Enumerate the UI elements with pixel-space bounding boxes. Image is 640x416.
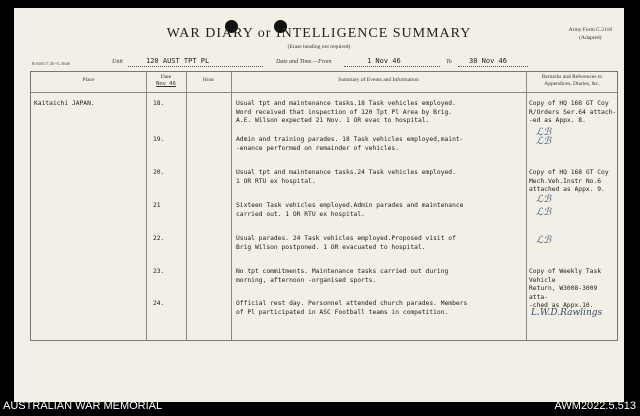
row-summary: Official rest day. Personnel attended church parades. Members of Pl participated in ASC Football teams in competition. xyxy=(236,300,468,316)
row-date: 19. xyxy=(153,136,165,143)
row-date: 22. xyxy=(153,235,165,242)
row-remarks: Copy of HQ 168 GT Coy Mech.Veh.Instr No.6 attached as Appx. 9. xyxy=(529,169,609,193)
row-summary: Usual tpt and maintenance tasks.18 Task vehicles employed. Word received that inspection of 120 Tpt Pl Area by Brig. A.E. Wilson expected 21 Nov. 1 OR evac to hospital. xyxy=(236,100,456,124)
from-value: 1 Nov 46 xyxy=(367,57,401,65)
page-subtitle: (Erase heading not required) xyxy=(287,44,351,50)
to-value: 30 Nov 46 xyxy=(469,57,507,65)
initials-mark: ℒℬ xyxy=(536,235,552,246)
row-remarks: Copy of HQ 168 GT Coy R/Orders Ser.64 attach- -ed as Appx. 8. xyxy=(529,100,617,124)
officer-signature: L.W.D.Rawlings xyxy=(531,308,603,318)
form-note: (Adapted) xyxy=(579,35,602,42)
row-date: 23. xyxy=(153,268,165,275)
initials-mark: ℒℬ xyxy=(536,194,552,205)
unit-value: 120 AUST TPT PL xyxy=(146,57,210,65)
row-remarks: Copy of Weekly Task Vehicle Return, W3008-3009 atta- -ched as Appx.10. xyxy=(529,268,602,309)
print-code: B.6461/7.45~G.3646 xyxy=(32,61,71,66)
from-underline xyxy=(344,66,440,67)
row-summary: Usual tpt and maintenance tasks.24 Task vehicles employed. 1 OR RTU ex hospital. xyxy=(236,169,456,185)
row-date: 20. xyxy=(153,169,165,176)
column-rule xyxy=(186,72,187,340)
row-place: Kaitaichi JAPAN. xyxy=(34,100,95,107)
page-title: WAR DIARY or INTELLIGENCE SUMMARY xyxy=(166,26,472,41)
initials-mark: ℒℬ xyxy=(536,136,552,147)
header-rule xyxy=(31,92,617,93)
unit-underline xyxy=(128,66,263,67)
archive-credit: AUSTRALIAN WAR MEMORIAL xyxy=(3,400,163,412)
column-header-date xyxy=(146,74,186,88)
diary-table xyxy=(30,71,618,341)
column-header-summary: Summary of Events and Information xyxy=(338,77,419,83)
row-summary: Usual parades. 24 Task vehicles employed.Proposed visit of Brig Wilson postponed. 1 OR evacuated to hospital. xyxy=(236,235,456,251)
column-rule xyxy=(146,72,147,340)
form-number-text: Army Form C.2118 xyxy=(568,27,612,33)
column-header-date-label: Date xyxy=(160,74,172,80)
initials-mark: ℒℬ xyxy=(536,127,552,138)
initials-mark: ℒℬ xyxy=(536,207,552,218)
archive-reference: AWM2022.5.513 xyxy=(554,400,636,412)
to-label: To xyxy=(446,59,452,65)
unit-label: Unit xyxy=(112,59,123,65)
row-date: 18. xyxy=(153,100,165,107)
column-rule xyxy=(231,72,232,340)
column-header-remarks: Remarks and References to Appendices, Diaries, &c. xyxy=(541,74,603,88)
to-underline xyxy=(458,66,528,67)
column-rule xyxy=(526,72,527,340)
row-date: 21 xyxy=(153,202,161,209)
row-summary: No tpt commitments. Maintenance tasks carried out during morning, afternoon -organised sports. xyxy=(236,268,449,284)
datetime-label: Date and Time.—From xyxy=(276,59,332,65)
row-summary: Admin and training parades. 18 Task vehicles employed,maint- -enance performed on remainder of vehicles. xyxy=(236,136,464,152)
row-date: 24. xyxy=(153,300,165,307)
form-number xyxy=(569,26,612,43)
column-header-hour: Hour xyxy=(202,77,215,83)
row-summary: Sixteen Task vehicles employed.Admin parades and maintenance carried out. 1 OR RTU ex hospital. xyxy=(236,202,464,218)
diary-page xyxy=(14,8,624,402)
column-header-place: Place xyxy=(82,77,95,83)
column-header-month: Nov 46 xyxy=(156,81,176,88)
